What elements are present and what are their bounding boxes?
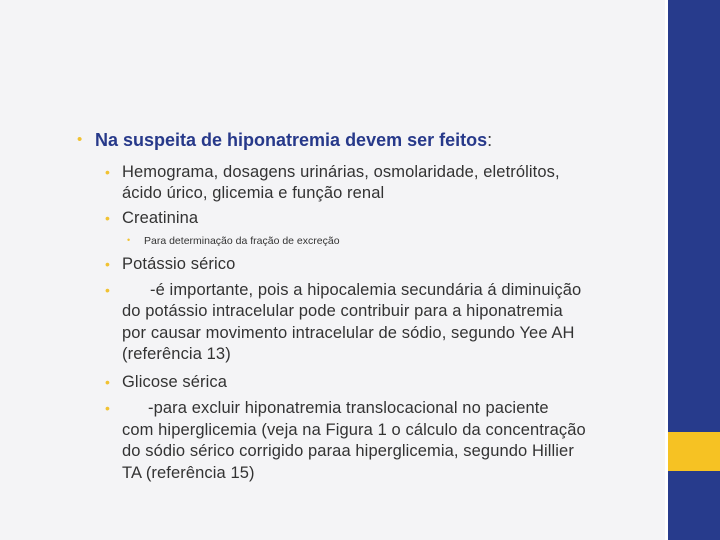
list-item-text: do potássio intracelular pode contribuir para a hiponatremia	[122, 302, 563, 320]
bullet-icon: •	[105, 210, 110, 226]
list-item-text: (referência 13)	[122, 345, 231, 363]
list-item-text: por causar movimento intracelular de sódio, segundo Yee AH	[122, 324, 575, 342]
list-item-text: Hemograma, dosagens urinárias, osmolaridade, eletrólitos,	[122, 163, 560, 181]
slide-heading: Na suspeita de hiponatremia devem ser feitos:	[95, 130, 493, 150]
list-item-text: -é importante, pois a hipocalemia secundária á diminuição	[150, 281, 582, 299]
bullet-icon: •	[105, 256, 110, 272]
bullet-icon: •	[105, 164, 110, 180]
list-item-text: do sódio sérico corrigido paraa hiperglicemia, segundo Hillier	[122, 442, 574, 460]
list-item-text: Creatinina	[122, 209, 199, 227]
list-item-text: Glicose sérica	[122, 373, 228, 391]
bullet-icon: •	[127, 235, 131, 245]
bullet-icon: •	[105, 400, 110, 416]
list-item-text: ácido úrico, glicemia e função renal	[122, 184, 385, 202]
sub-list-item-text: Para determinação da fração de excreção	[144, 235, 340, 247]
list-item-text: com hiperglicemia (veja na Figura 1 o cálculo da concentração	[122, 421, 586, 439]
list-item-text: TA (referência 15)	[122, 464, 255, 482]
bullet-icon: •	[105, 374, 110, 390]
list-item-text: Potássio sérico	[122, 255, 236, 273]
bullet-icon: •	[105, 282, 110, 298]
bullet-icon: •	[77, 131, 83, 148]
list-item-text: -para excluir hiponatremia translocacional no paciente	[148, 399, 549, 417]
sidebar-accent	[668, 432, 720, 471]
